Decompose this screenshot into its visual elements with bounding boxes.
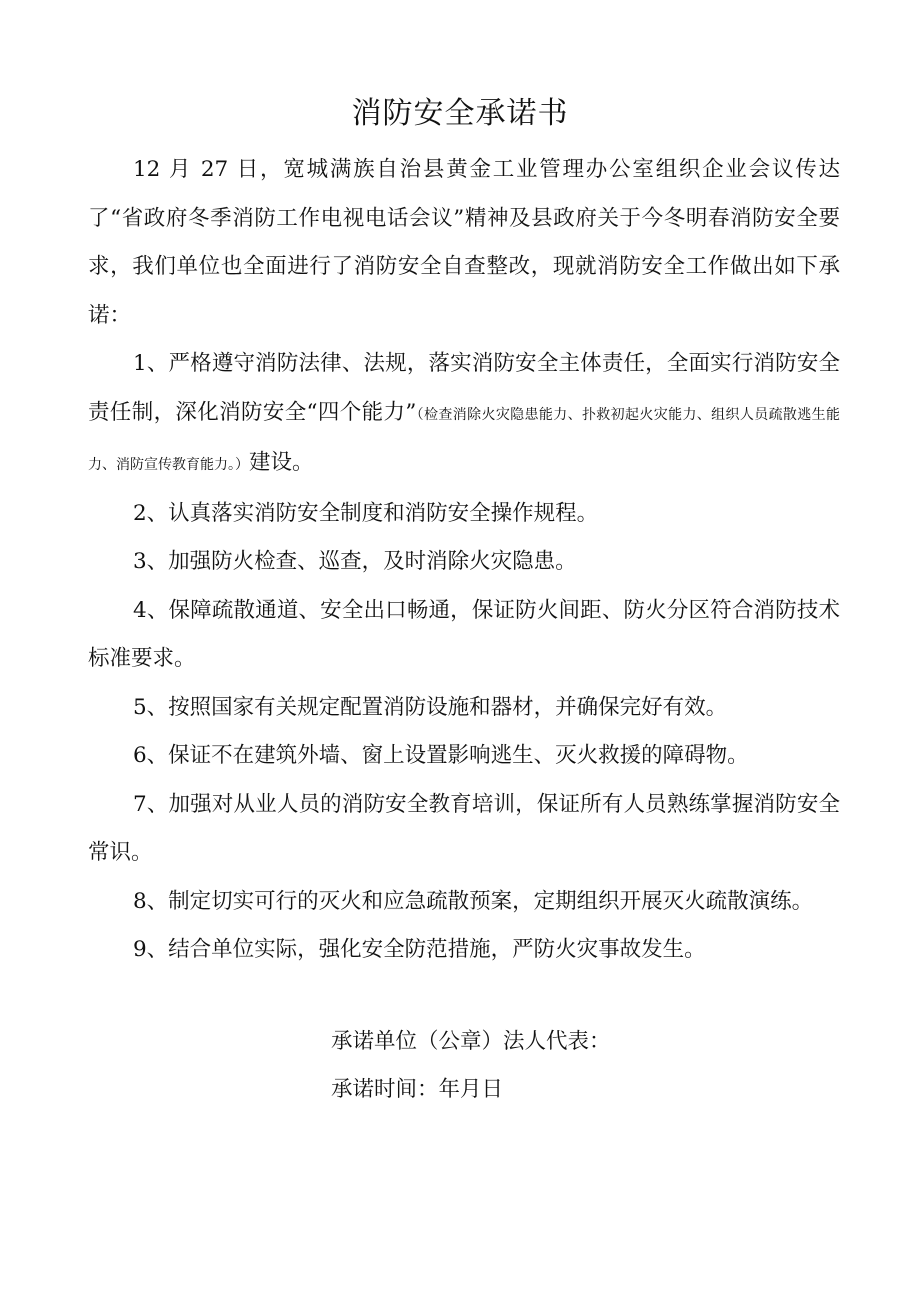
commitment-item-4: 4、保障疏散通道、安全出口畅通，保证防火间距、防火分区符合消防技术标准要求。 [88, 597, 840, 671]
commitment-item-3: 3、加强防火检查、巡查，及时消除火灾隐患。 [133, 549, 577, 574]
signature-unit-line: 承诺单位（公章）法人代表： [331, 1029, 611, 1054]
signature-block [331, 1018, 611, 1114]
commitment-item-2: 2、认真落实消防安全制度和消防安全操作规程。 [133, 500, 599, 526]
commitment-item-8: 8、制定切实可行的灭火和应急疏散预案，定期组织开展灭火疏散演练。 [133, 888, 814, 914]
document-title: 消防安全承诺书 [351, 96, 569, 131]
commitment-item-1-note: （检查消除火灾隐患能力、扑救初起火灾能力、组织人员疏散逃生能力、消防宣传教育能力。） [88, 406, 840, 473]
commitment-item-1 [88, 340, 840, 490]
commitment-item-1-main: 1、严格遵守消防法律、法规，落实消防安全主体责任，全面实行消防安全责任制，深化消防安全“四个能力” [88, 351, 840, 425]
commitment-item-6: 6、保证不在建筑外墙、窗上设置影响逃生、灭火救援的障碍物。 [133, 743, 749, 768]
commitment-item-9: 9、结合单位实际，强化安全防范措施，严防火灾事故发生。 [133, 937, 706, 962]
signature-time-line: 承诺时间：年月日 [331, 1077, 504, 1102]
commitment-item-1-end: 建设。 [249, 450, 314, 475]
intro-paragraph: 12 月 27 日，宽城满族自治县黄金工业管理办公室组织企业会议传达了“省政府冬季消防工作电视电话会议”精神及县政府关于今冬明春消防安全要求，我们单位也全面进行了消防安全自查整改，现就消防安全工作做出如下承诺： [88, 157, 840, 328]
commitment-item-7: 7、加强对从业人员的消防安全教育培训，保证所有人员熟练掌握消防安全常识。 [88, 791, 840, 865]
commitment-item-5: 5、按照国家有关规定配置消防设施和器材，并确保完好有效。 [133, 694, 728, 720]
document-body [88, 146, 840, 975]
